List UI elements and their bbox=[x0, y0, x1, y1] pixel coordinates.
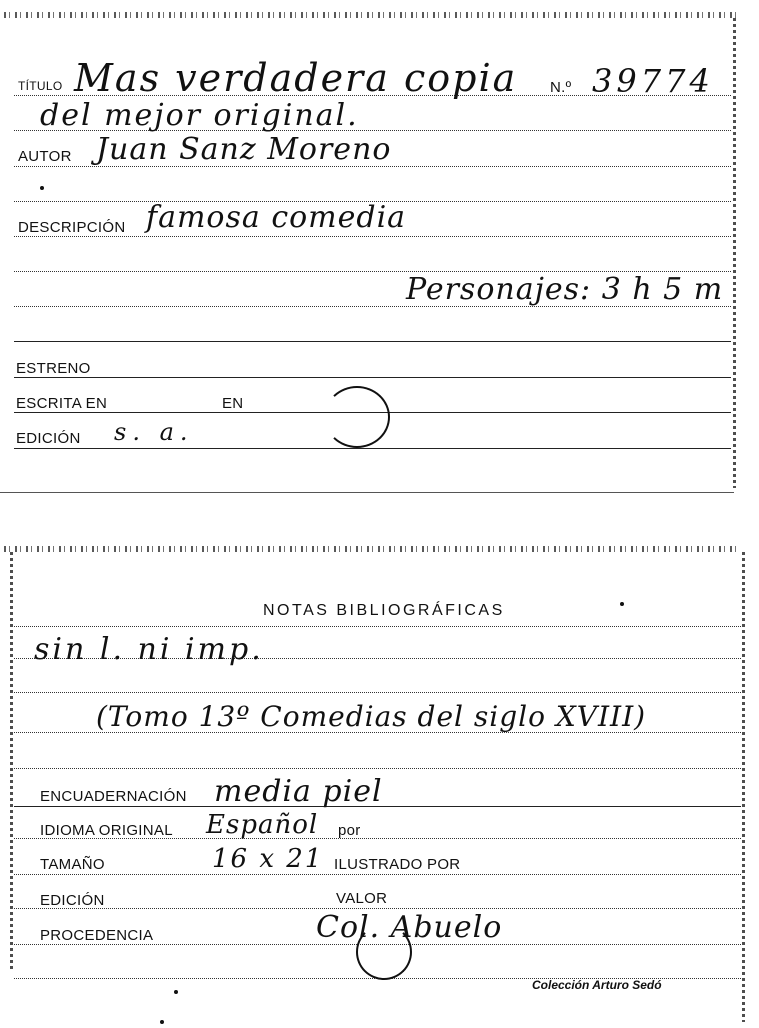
catalog-card-back bbox=[0, 538, 759, 1028]
procedencia-value: Col. Abuelo bbox=[316, 910, 503, 945]
idioma-label: IDIOMA ORIGINAL bbox=[40, 822, 173, 839]
en-label: EN bbox=[222, 395, 244, 412]
ink-dot bbox=[40, 186, 44, 190]
scan-edge-left bbox=[10, 552, 13, 972]
ink-dot bbox=[174, 990, 178, 994]
rule-heading bbox=[14, 626, 741, 627]
personajes-note: Personajes: 3 h 5 m bbox=[406, 272, 724, 307]
rule-estreno bbox=[14, 377, 731, 378]
por-label: por bbox=[338, 822, 361, 839]
rule-edicion bbox=[14, 448, 731, 449]
edicion-label: EDICIÓN bbox=[40, 892, 105, 909]
rule-blank-3 bbox=[14, 341, 731, 342]
rule-tamano bbox=[14, 874, 741, 875]
edicion-value: s. a. bbox=[114, 418, 194, 446]
edicion-label: EDICIÓN bbox=[16, 430, 81, 447]
autor-value: Juan Sanz Moreno bbox=[96, 132, 392, 167]
ilustrado-label: ILUSTRADO POR bbox=[334, 856, 461, 873]
descripcion-value: famosa comedia bbox=[146, 200, 407, 235]
titulo-label: TÍTULO bbox=[18, 79, 63, 93]
numero-value: 39774 bbox=[592, 62, 714, 100]
collection-footer: Colección Arturo Sedó bbox=[532, 978, 662, 992]
titulo-value-line2: del mejor original. bbox=[40, 98, 359, 133]
encuadernacion-value: media piel bbox=[214, 774, 383, 809]
rule-descripcion bbox=[14, 236, 731, 237]
numero-label: N.º bbox=[550, 79, 572, 96]
procedencia-label: PROCEDENCIA bbox=[40, 927, 154, 944]
valor-label: VALOR bbox=[336, 890, 388, 907]
rule-blank-1 bbox=[14, 692, 741, 693]
punch-hole-stamp bbox=[356, 924, 412, 980]
encuadernacion-label: ENCUADERNACIÓN bbox=[40, 788, 187, 805]
estreno-label: ESTRENO bbox=[16, 360, 91, 377]
ink-dot bbox=[160, 1020, 164, 1024]
scan-edge-right bbox=[742, 552, 745, 1022]
autor-label: AUTOR bbox=[18, 148, 72, 165]
ink-dot bbox=[620, 602, 624, 606]
catalog-card-front bbox=[0, 0, 759, 500]
descripcion-label: DESCRIPCIÓN bbox=[18, 219, 126, 236]
tamano-value: 16 x 21 bbox=[212, 844, 324, 874]
card-separator bbox=[0, 492, 734, 493]
scan-edge-top bbox=[4, 12, 739, 18]
scan-edge-right bbox=[733, 18, 736, 488]
tamano-label: TAMAÑO bbox=[40, 856, 105, 873]
note-line-1: sin l. ni imp. bbox=[34, 632, 264, 667]
escrita-label: ESCRITA EN bbox=[16, 395, 108, 412]
note-line-2: (Tomo 13º Comedias del siglo XVIII) bbox=[96, 700, 647, 733]
punch-hole-stamp bbox=[324, 386, 390, 448]
scan-edge-top bbox=[4, 546, 739, 552]
notas-heading: NOTAS BIBLIOGRÁFICAS bbox=[263, 602, 505, 619]
rule-blank-2 bbox=[14, 768, 741, 769]
titulo-value-line1: Mas verdadera copia bbox=[74, 56, 518, 100]
rule-edicion bbox=[14, 908, 741, 909]
idioma-value: Español bbox=[206, 810, 319, 840]
